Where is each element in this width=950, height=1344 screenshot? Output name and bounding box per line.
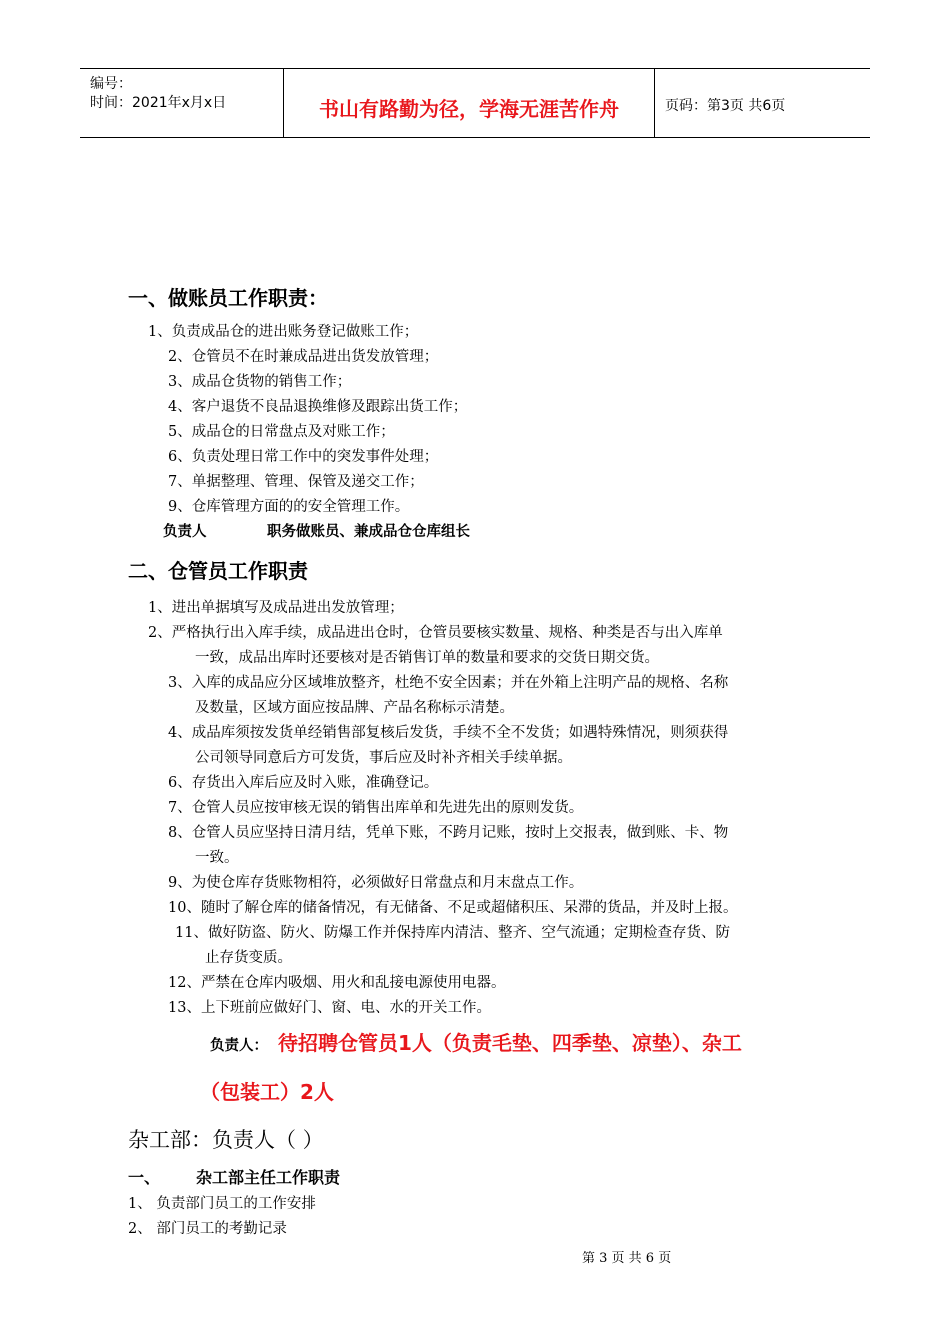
section2-line: 公司领导同意后方可发货，事后应及时补齐相关手续单据。 (195, 750, 572, 766)
header-table (80, 68, 870, 138)
section2-line: 一致，成品出库时还要核对是否销售订单的数量和要求的交货日期交货。 (195, 650, 659, 666)
section2-line: 1、进出单据填写及成品进出发放管理； (148, 600, 404, 616)
section2-line: 3、入库的成品应分区域堆放整齐，杜绝不安全因素；并在外箱上注明产品的规格、名称 (168, 675, 729, 691)
section2-line: 4、成品库须按发货单经销售部复核后发货，手续不全不发货；如遇特殊情况，则须获得 (168, 725, 729, 741)
footer-page-number: 第 3 页 共 6 页 (582, 1251, 672, 1266)
section1-sign-value: 职务做账员、兼成品仓仓库组长 (267, 524, 470, 540)
section1-item: 9、仓库管理方面的的安全管理工作。 (168, 499, 410, 515)
header-middle-cell (284, 69, 655, 137)
section2-line: 9、为使仓库存货账物相符，必须做好日常盘点和月末盘点工作。 (168, 875, 584, 891)
section1-title: 一、做账员工作职责： (128, 286, 328, 310)
section2-sign-value-cont: （包装工）2人 (200, 1080, 334, 1104)
section1-item: 6、负责处理日常工作中的突发事件处理； (168, 449, 439, 465)
section3-item: 2、 部门员工的考勤记录 (128, 1221, 287, 1237)
section3-sub-title: 杂工部主任工作职责 (196, 1168, 341, 1187)
time-label: 时间：2021年x月x日 (90, 95, 227, 111)
section2-line: 6、存货出入库后应及时入账，准确登记。 (168, 775, 439, 791)
section2-sign-value: 待招聘仓管员1人（负责毛垫、四季垫、凉垫）、杂工 (278, 1031, 742, 1055)
header-right-cell (655, 69, 870, 137)
number-label: 编号： (90, 76, 132, 92)
section1-sign-label: 负责人 (163, 524, 207, 540)
section3-title: 杂工部：负责人（ ） (128, 1128, 324, 1152)
section2-line: 2、严格执行出入库手续，成品进出仓时，仓管员要核实数量、规格、种类是否与出入库单 (148, 625, 723, 641)
section1-item: 1、负责成品仓的进出账务登记做账工作； (148, 324, 419, 340)
header-left-cell (80, 69, 284, 137)
section3-item: 1、 负责部门员工的工作安排 (128, 1196, 316, 1212)
section1-item: 7、单据整理、管理、保管及递交工作； (168, 474, 424, 490)
section2-title: 二、仓管员工作职责 (128, 559, 308, 583)
section2-line: 止存货变质。 (205, 950, 292, 966)
page-label: 页码：第3页 共6页 (665, 98, 786, 114)
section2-line: 13、上下班前应做好门、窗、电、水的开关工作。 (168, 1000, 491, 1016)
section1-item: 2、仓管员不在时兼成品进出货发放管理； (168, 349, 439, 365)
section3-sub-number: 一、 (128, 1168, 161, 1187)
section1-item: 3、成品仓货物的销售工作； (168, 374, 352, 390)
section1-item: 4、客户退货不良品退换维修及跟踪出货工作； (168, 399, 468, 415)
section2-sign-label: 负责人： (210, 1038, 268, 1054)
section2-line: 11、做好防盗、防火、防爆工作并保持库内清洁、整齐、空气流通；定期检查存货、防 (175, 925, 730, 941)
section2-line: 10、随时了解仓库的储备情况，有无储备、不足或超储积压、呆滞的货品，并及时上报。 (168, 900, 738, 916)
section2-line: 及数量，区域方面应按品牌、产品名称标示清楚。 (195, 700, 514, 716)
section1-item: 5、成品仓的日常盘点及对账工作； (168, 424, 395, 440)
section2-line: 12、严禁在仓库内吸烟、用火和乱接电源使用电器。 (168, 975, 506, 991)
section2-line: 8、仓管人员应坚持日清月结，凭单下账，不跨月记账，按时上交报表，做到账、卡、物 (168, 825, 729, 841)
motto: 书山有路勤为径，学海无涯苦作舟 (319, 97, 619, 121)
section2-line: 7、仓管人员应按审核无误的销售出库单和先进先出的原则发货。 (168, 800, 584, 816)
section2-line: 一致。 (195, 850, 239, 866)
